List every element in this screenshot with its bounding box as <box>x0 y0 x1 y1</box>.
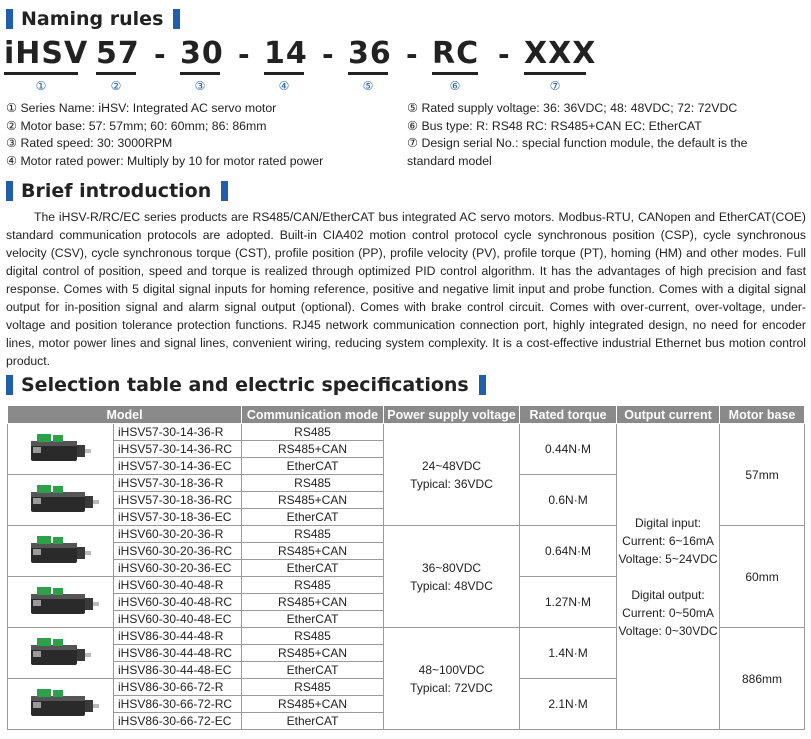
naming-rules-left <box>6 100 406 170</box>
model-cell: iHSV57-30-18-36-RC <box>114 492 242 509</box>
motor-image-cell <box>8 577 114 628</box>
voltage-range: 36~80VDC <box>421 560 482 575</box>
header-model: Model <box>8 406 242 424</box>
code-underline <box>96 72 136 75</box>
motor-image <box>21 580 101 624</box>
communication-cell: EtherCAT <box>242 713 384 730</box>
model-cell: iHSV86-30-66-72-R <box>114 679 242 696</box>
code-underline <box>264 72 304 75</box>
communication-cell: EtherCAT <box>242 560 384 577</box>
naming-code <box>4 36 604 96</box>
communication-cell: RS485+CAN <box>242 492 384 509</box>
header-torque: Rated torque <box>520 406 617 424</box>
model-cell: iHSV57-30-18-36-EC <box>114 509 242 526</box>
code-number: ⑥ <box>449 79 461 93</box>
model-cell: iHSV86-30-44-48-R <box>114 628 242 645</box>
rule-item: ① Series Name: iHSV: Integrated AC servo motor <box>6 101 277 115</box>
code-underline <box>180 72 220 75</box>
intro-heading <box>6 178 228 204</box>
code-dash: - <box>238 38 250 71</box>
code-dash: - <box>322 38 334 71</box>
rule-item: ⑤ Rated supply voltage: 36: 36VDC; 48: 48VDC; 72: 72VDC <box>407 101 738 115</box>
rule-item: ③ Rated speed: 30: 3000RPM <box>6 136 173 150</box>
digital-input-voltage: Voltage: 5~24VDC <box>618 551 718 566</box>
rule-item: ⑥ Bus type: R: RS48 RC: RS485+CAN EC: EtherCAT <box>407 118 702 133</box>
communication-cell: EtherCAT <box>242 458 384 475</box>
communication-cell: EtherCAT <box>242 662 384 679</box>
model-cell: iHSV86-30-66-72-EC <box>114 713 242 730</box>
motor-image <box>21 478 101 522</box>
voltage-typical: Typical: 48VDC <box>410 578 493 593</box>
code-dash: - <box>406 38 418 71</box>
model-cell: iHSV57-30-14-36-EC <box>114 458 242 475</box>
model-cell: iHSV57-30-18-36-R <box>114 475 242 492</box>
code-underline <box>524 72 586 75</box>
output-current-cell <box>617 424 720 730</box>
communication-cell: RS485 <box>242 424 384 441</box>
intro-title: Brief introduction <box>21 180 212 202</box>
communication-cell: RS485 <box>242 526 384 543</box>
rule-item: ④ Motor rated power: Multiply by 10 for motor rated power <box>6 153 324 168</box>
selection-title: Selection table and electric specifications <box>21 374 469 396</box>
table-header-row <box>8 406 805 424</box>
voltage-typical: Typical: 36VDC <box>410 476 493 491</box>
model-cell: iHSV86-30-44-48-RC <box>114 645 242 662</box>
table-row <box>8 424 805 441</box>
model-cell: iHSV57-30-14-36-RC <box>114 441 242 458</box>
code-part-bus: RC <box>432 36 480 71</box>
code-number: ④ <box>278 79 290 93</box>
communication-cell: RS485+CAN <box>242 441 384 458</box>
rule-item: ⑦ Design serial No.: special function module, the default is the standard model <box>407 136 748 168</box>
voltage-cell <box>384 526 520 628</box>
model-cell: iHSV57-30-14-36-R <box>114 424 242 441</box>
model-cell: iHSV60-30-40-48-EC <box>114 611 242 628</box>
motor-image-cell <box>8 628 114 679</box>
voltage-cell <box>384 424 520 526</box>
communication-cell: RS485+CAN <box>242 594 384 611</box>
motor-base-cell: 886mm <box>720 628 805 730</box>
torque-cell: 0.6N·M <box>520 475 617 526</box>
digital-output-current: Current: 0~50mA <box>622 605 714 620</box>
communication-cell: RS485 <box>242 679 384 696</box>
spacer <box>617 568 719 586</box>
code-part-serial: XXX <box>524 36 597 71</box>
motor-image <box>21 682 101 726</box>
code-part-power: 14 <box>264 36 308 71</box>
motor-base-cell: 57mm <box>720 424 805 526</box>
code-part-voltage: 36 <box>348 36 392 71</box>
header-voltage: Power supply voltage <box>384 406 520 424</box>
digital-output-title: Digital output: <box>631 587 705 602</box>
model-cell: iHSV60-30-20-36-EC <box>114 560 242 577</box>
heading-bar-left <box>6 9 13 29</box>
heading-bar-right <box>173 9 180 29</box>
naming-rules-title: Naming rules <box>21 8 164 30</box>
motor-image-cell <box>8 424 114 475</box>
motor-image <box>21 631 101 675</box>
digital-input-current: Current: 6~16mA <box>622 533 714 548</box>
communication-cell: RS485+CAN <box>242 645 384 662</box>
code-part-speed: 30 <box>180 36 224 71</box>
torque-cell: 0.64N·M <box>520 526 617 577</box>
model-cell: iHSV60-30-40-48-R <box>114 577 242 594</box>
model-cell: iHSV60-30-20-36-RC <box>114 543 242 560</box>
voltage-range: 48~100VDC <box>418 662 485 677</box>
header-communication: Communication mode <box>242 406 384 424</box>
header-motor-base: Motor base <box>720 406 805 424</box>
naming-rules-right <box>407 100 767 170</box>
communication-cell: RS485+CAN <box>242 543 384 560</box>
torque-cell: 1.4N·M <box>520 628 617 679</box>
code-number: ③ <box>194 79 206 93</box>
torque-cell: 2.1N·M <box>520 679 617 730</box>
model-cell: iHSV86-30-66-72-RC <box>114 696 242 713</box>
code-number: ② <box>110 79 122 93</box>
model-cell: iHSV60-30-20-36-R <box>114 526 242 543</box>
heading-bar-right <box>221 181 228 201</box>
code-number: ⑦ <box>549 79 561 93</box>
communication-cell: EtherCAT <box>242 611 384 628</box>
digital-input-title: Digital input: <box>634 515 702 530</box>
code-part-base: 57 <box>96 36 140 71</box>
code-part-series: iHSV <box>4 36 89 71</box>
digital-output-voltage: Voltage: 0~30VDC <box>618 623 718 638</box>
rule-item: ② Motor base: 57: 57mm; 60: 60mm; 86: 86mm <box>6 118 267 133</box>
voltage-cell <box>384 628 520 730</box>
model-cell: iHSV86-30-44-48-EC <box>114 662 242 679</box>
selection-table <box>7 405 805 730</box>
selection-heading <box>6 372 486 398</box>
code-underline <box>348 72 388 75</box>
code-underline <box>432 72 478 75</box>
header-output-current: Output current <box>617 406 720 424</box>
voltage-typical: Typical: 72VDC <box>410 680 493 695</box>
naming-rules-heading <box>6 6 180 32</box>
communication-cell: RS485 <box>242 577 384 594</box>
torque-cell: 0.44N·M <box>520 424 617 475</box>
code-dash: - <box>498 38 510 71</box>
code-number: ⑤ <box>362 79 374 93</box>
communication-cell: RS485 <box>242 628 384 645</box>
voltage-range: 24~48VDC <box>421 458 482 473</box>
heading-bar-left <box>6 375 13 395</box>
communication-cell: RS485+CAN <box>242 696 384 713</box>
communication-cell: RS485 <box>242 475 384 492</box>
heading-bar-right <box>479 375 486 395</box>
communication-cell: EtherCAT <box>242 509 384 526</box>
code-dash: - <box>154 38 166 71</box>
motor-image <box>21 427 101 471</box>
heading-bar-left <box>6 181 13 201</box>
model-cell: iHSV60-30-40-48-RC <box>114 594 242 611</box>
code-underline <box>4 72 78 75</box>
code-number: ① <box>35 79 47 93</box>
motor-image <box>21 529 101 573</box>
motor-base-cell: 60mm <box>720 526 805 628</box>
motor-image-cell <box>8 475 114 526</box>
motor-image-cell <box>8 679 114 730</box>
intro-paragraph: The iHSV-R/RC/EC series products are RS485/CAN/EtherCAT bus integrated AC servo motors. Modbus-RTU, CANopen and EtherCAT(COE) standard communication protocols are adopted. Built-in CIA402 motion control protocol cycle synchronous position (CSP), cycle synchronous velocity (CSV), cycle synchronous torque (CST), profile position (PP), profile velocity (PV), profile torque (PT), homing (HM) and other modes. Full digital control of position, speed and torque is realized through optimized PID control algorithm. It has the advantages of high precision and fast response. Comes with 5 digital signal inputs for homing reference, positive and negative limit input and probe function. Comes with a digital signal output for in-position signal and alarm signal output (optional). Comes with brake control circuit. Comes with over-current, over-voltage, under-voltage and position tolerance protection functions. RJ45 network communication connection port, highly integrated design, no need for encoder lines, motor power lines and signal lines, convenient wiring, reducing system complexity. It is a cost-effective industrial Ethernet bus motion control product. <box>6 210 806 368</box>
motor-image-cell <box>8 526 114 577</box>
torque-cell: 1.27N·M <box>520 577 617 628</box>
